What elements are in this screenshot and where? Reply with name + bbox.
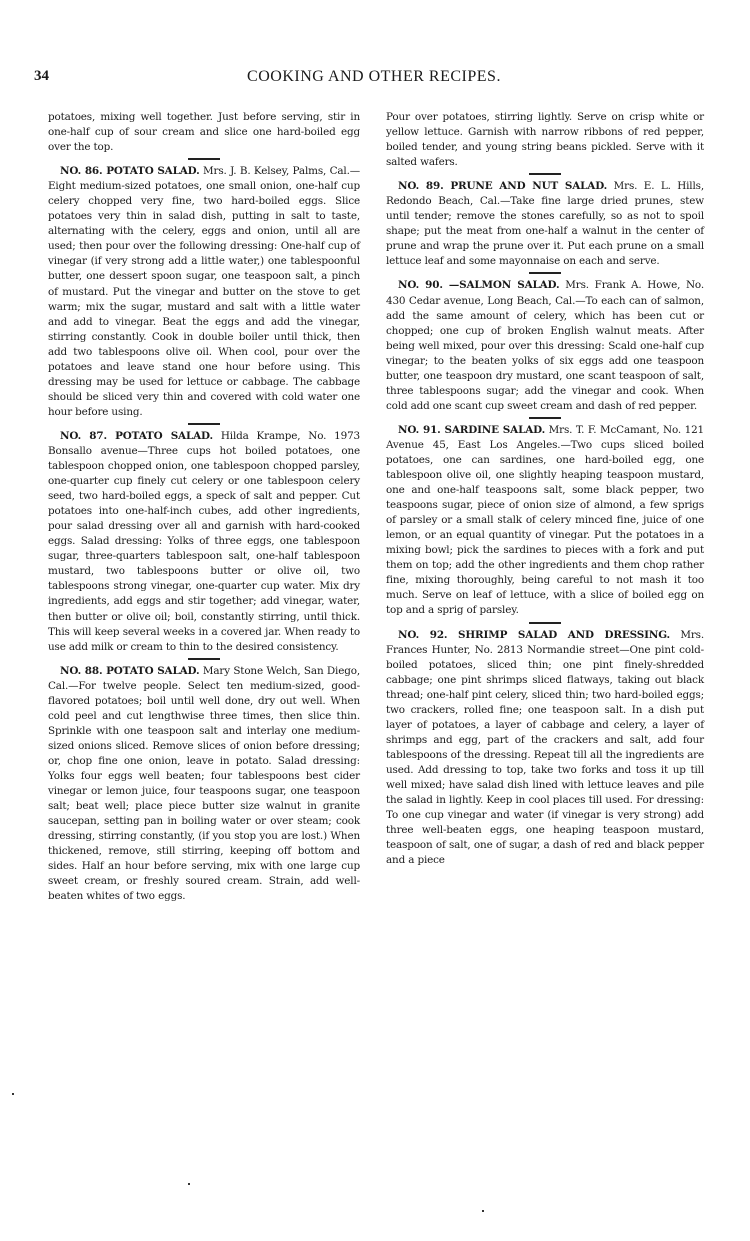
recipe-92: [386, 628, 704, 869]
recipe-heading: NO. 87. POTATO SALAD.: [60, 429, 213, 442]
recipe-text: Mary Stone Welch, San Diego, Cal.—For twelve people. Select ten medium-sized, good-flavored potatoes; boil until well done, dry out well. When cold peel and cut lengthwise three times, then slice thin. Sprinkle with one teaspoon salt and interlay one medium-sized onions sliced. Remove slices of onion before dressing; or, chop fine one onion, leave in potato. Salad dressing: Yolks four eggs well beaten; four tablespoons best cider vinegar or lemon juice, four teaspoons sugar, one teaspoon salt; beat well; place piece butter size walnut in granite saucepan, setting pan in boiling water or over steam; cook dressing, stirring constantly, (if you stop you are lost.) When thickened, remove, still stirring, keeping off bottom and sides. Half an hour before serving, mix with one large cup sweet cream, or freshly soured cream. Strain, add well-beaten whites of two eggs.: [48, 664, 360, 903]
paragraph-text: Pour over potatoes, stirring lightly. Serve on crisp white or yellow lettuce. Garnish with narrow ribbons of red pepper, boiled tender, and young string beans pickled. Serve with it salted wafers.: [386, 111, 704, 169]
recipe-91: [386, 423, 704, 619]
scan-speck: [482, 1210, 484, 1212]
separator-rule: [188, 423, 220, 425]
running-title: COOKING AND OTHER RECIPES.: [247, 68, 501, 85]
recipe-heading: NO. 88. POTATO SALAD.: [60, 664, 200, 677]
continuation-text: [386, 110, 704, 170]
separator-rule: [529, 622, 561, 624]
recipe-heading: NO. 90. —SALMON SALAD.: [398, 279, 560, 292]
recipe-90: [386, 278, 704, 413]
separator-rule: [188, 658, 220, 660]
separator-rule: [529, 272, 561, 274]
recipe-text: Mrs. Frances Hunter, No. 2813 Normandie street—One pint cold-boiled potatoes, sliced thin; one pint finely-shredded cabbage; one pint shrimps sliced flatways, taking out black thread; one-half pint celery, sliced thin; two hard-boiled eggs; two crackers, rolled fine; one teaspoon salt. In a dish put layer of potatoes, a layer of cabbage and celery, a layer of shrimps and egg, part of the crackers and salt, add four tablespoons of the dressing. Repeat till all the ingredients are used. Add dressing to top, take two forks and toss it up till well mixed; have salad dish lined with lettuce leaves and pile the salad in lightly. Keep in cool places till used. For dressing: To one cup vinegar and water (if vinegar is very strong) add three well-beaten eggs, one heaping teaspoon mustard, teaspoon of salt, one of sugar, a dash of red and black pepper and a piece: [386, 628, 704, 867]
scan-speck: [12, 1093, 14, 1095]
recipe-89: [386, 179, 704, 269]
recipe-87: [48, 429, 360, 655]
right-column: [386, 110, 704, 868]
continuation-text: [48, 110, 360, 155]
recipe-88: [48, 664, 360, 905]
recipe-text: Mrs. J. B. Kelsey, Palms, Cal.—Eight medium-sized potatoes, one small onion, one-half cup celery chopped very fine, two hard-boiled eggs. Slice potatoes very thin in salad dish, putting in salt to taste, alternating with the celery, eggs and onion, until all are used; then pour over the following dressing: One-half cup of vinegar (if very strong add a little water,) one tablespoonful butter, one dessert spoon sugar, one teaspoon salt, a pinch of mustard. Put the vinegar and butter on the stove to get warm; mix the sugar, mustard and salt with a little water and add to vinegar. Beat the eggs and add the vinegar, stirring constantly. Cook in double boiler until thick, then add two tablespoons olive oil. When cool, pour over the potatoes and leave stand one hour before using. This dressing may be used for lettuce or cabbage. The cabbage should be sliced very thin and covered with cold water one hour before using.: [48, 165, 360, 418]
recipe-heading: NO. 86. POTATO SALAD.: [60, 165, 200, 178]
recipe-text: Hilda Krampe, No. 1973 Bonsallo avenue—Three cups hot boiled potatoes, one tablespoon chopped onion, one tablespoon chopped parsley, one-quarter cup finely cut celery or one tablespoon celery seed, two hard-boiled eggs, a speck of salt and pepper. Cut potatoes into one-half-inch cubes, add other ingredients, pour salad dressing over all and garnish with hard-cooked eggs. Salad dressing: Yolks of three eggs, one tablespoon sugar, three-quarters tablespoon salt, one-half tablespoon mustard, two tablespoons butter or olive oil, two tablespoons strong vinegar, one-quarter cup water. Mix dry ingredients, add eggs and stir together; add vinegar, water, then butter or olive oil; boil, constantly stirring, until thick. This will keep several weeks in a covered jar. When ready to use add milk or cream to thin to the desired consistency.: [48, 429, 360, 653]
separator-rule: [188, 158, 220, 160]
page-number: 34: [34, 68, 49, 84]
page-header: [34, 68, 714, 88]
recipe-heading: NO. 92. SHRIMP SALAD AND DRESSING.: [398, 628, 671, 641]
recipe-text: Mrs. T. F. McCamant, No. 121 Avenue 45, East Los Angeles.—Two cups sliced boiled potatoes, one can sardines, one hard-boiled egg, one tablespoon olive oil, one slightly heaping teaspoon mustard, one and one-half teaspoons salt, some black pepper, two teaspoons sugar, piece of onion size of almond, a few sprigs of parsley or a small stalk of celery minced fine, juice of one lemon, or an equal quantity of vinegar. Put the potatoes in a mixing bowl; pick the sardines to pieces with a fork and put them on top; add the other ingredients and them chop rather fine, mixing thoroughly, being careful to not mash it too much. Serve on leaf of lettuce, with a slice of boiled egg on top and a sprig of parsley.: [386, 423, 704, 617]
scan-speck: [188, 1183, 190, 1185]
recipe-text: Mrs. E. L. Hills, Redondo Beach, Cal.—Take fine large dried prunes, stew until tender; remove the stones carefully, so as not to spoil shape; put the meat from one-half a walnut in the center of prune and wrap the prune over it. Put each prune on a small lettuce leaf and some mayonnaise on each and serve.: [386, 180, 704, 268]
left-column: [48, 110, 360, 904]
separator-rule: [529, 173, 561, 175]
recipe-86: [48, 164, 360, 420]
separator-rule: [529, 417, 561, 419]
paragraph-text: potatoes, mixing well together. Just before serving, stir in one-half cup of sour cream and slice one hard-boiled egg over the top.: [48, 111, 360, 154]
recipe-text: Mrs. Frank A. Howe, No. 430 Cedar avenue, Long Beach, Cal.—To each can of salmon, add the same amount of celery, which has been cut or chopped; one cup of broken English walnut meats. After being well mixed, pour over this dressing: Scald one-half cup vinegar; to the beaten yolks of six eggs add one teaspoon butter, one teaspoon dry mustard, one scant teaspoon of salt, three tablespoons sugar; add the vinegar and cook. When cold add one scant cup sweet cream and dash of red pepper.: [386, 279, 704, 412]
recipe-heading: NO. 91. SARDINE SALAD.: [398, 423, 546, 436]
recipe-heading: NO. 89. PRUNE AND NUT SALAD.: [398, 180, 608, 193]
